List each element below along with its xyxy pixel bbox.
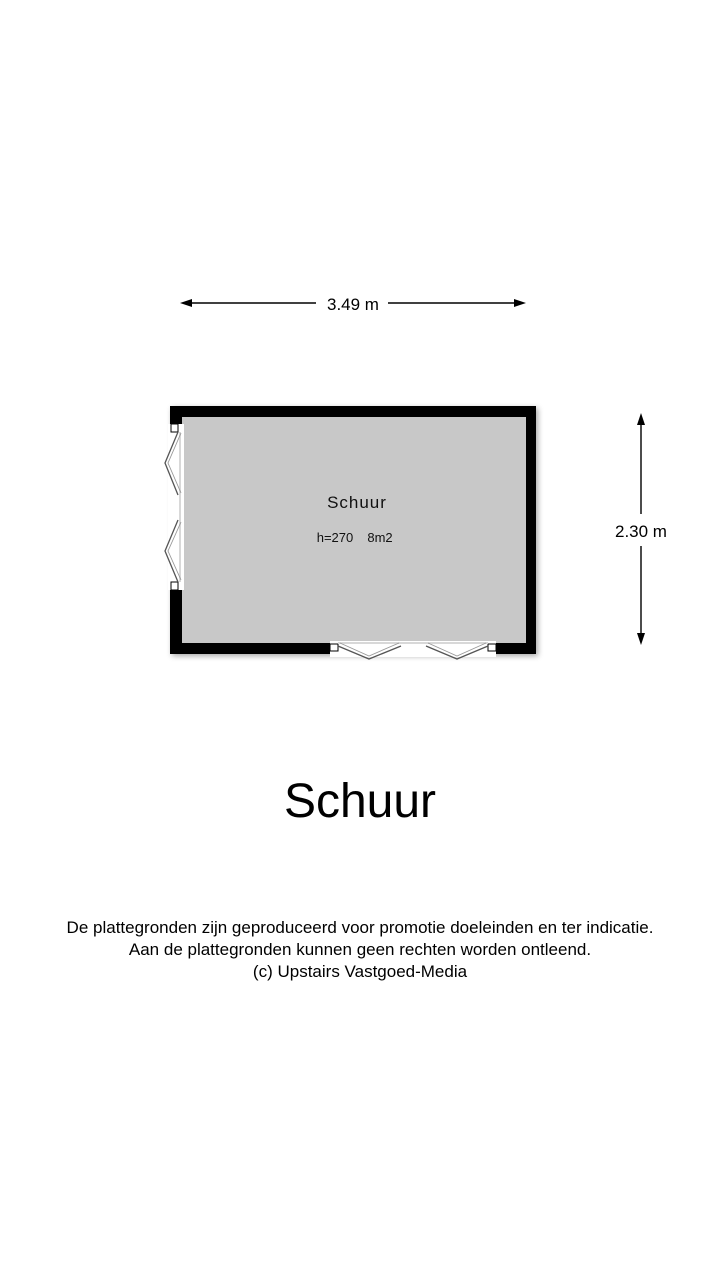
left-door-jamb-bottom xyxy=(171,582,178,590)
room-name-label: Schuur xyxy=(327,493,387,512)
width-arrow-right xyxy=(514,299,526,307)
disclaimer xyxy=(0,917,720,983)
floor-title: Schuur xyxy=(283,775,437,828)
copyright-line: (c) Upstairs Vastgoed-Media xyxy=(252,962,468,981)
disclaimer-line: Aan de plattegronden kunnen geen rechten worden ontleend. xyxy=(128,940,592,959)
room-floor xyxy=(182,417,526,643)
left-door-jamb-top xyxy=(171,424,178,432)
room-area-label: 8m2 xyxy=(367,530,393,545)
width-dimension-label: 3.49 m xyxy=(327,295,379,314)
width-dimension xyxy=(180,295,526,314)
room-height-label: h=270 xyxy=(316,530,354,545)
height-dimension-label: 2.30 m xyxy=(615,522,667,541)
height-arrow-top xyxy=(637,413,645,425)
bottom-door-jamb-left xyxy=(330,644,338,651)
bottom-door-jamb-right xyxy=(488,644,496,651)
room-schuur xyxy=(165,406,536,659)
height-dimension xyxy=(615,413,667,645)
width-arrow-left xyxy=(180,299,192,307)
height-arrow-bottom xyxy=(637,633,645,645)
disclaimer-line: De plattegronden zijn geproduceerd voor promotie doeleinden en ter indicatie. xyxy=(66,918,654,937)
